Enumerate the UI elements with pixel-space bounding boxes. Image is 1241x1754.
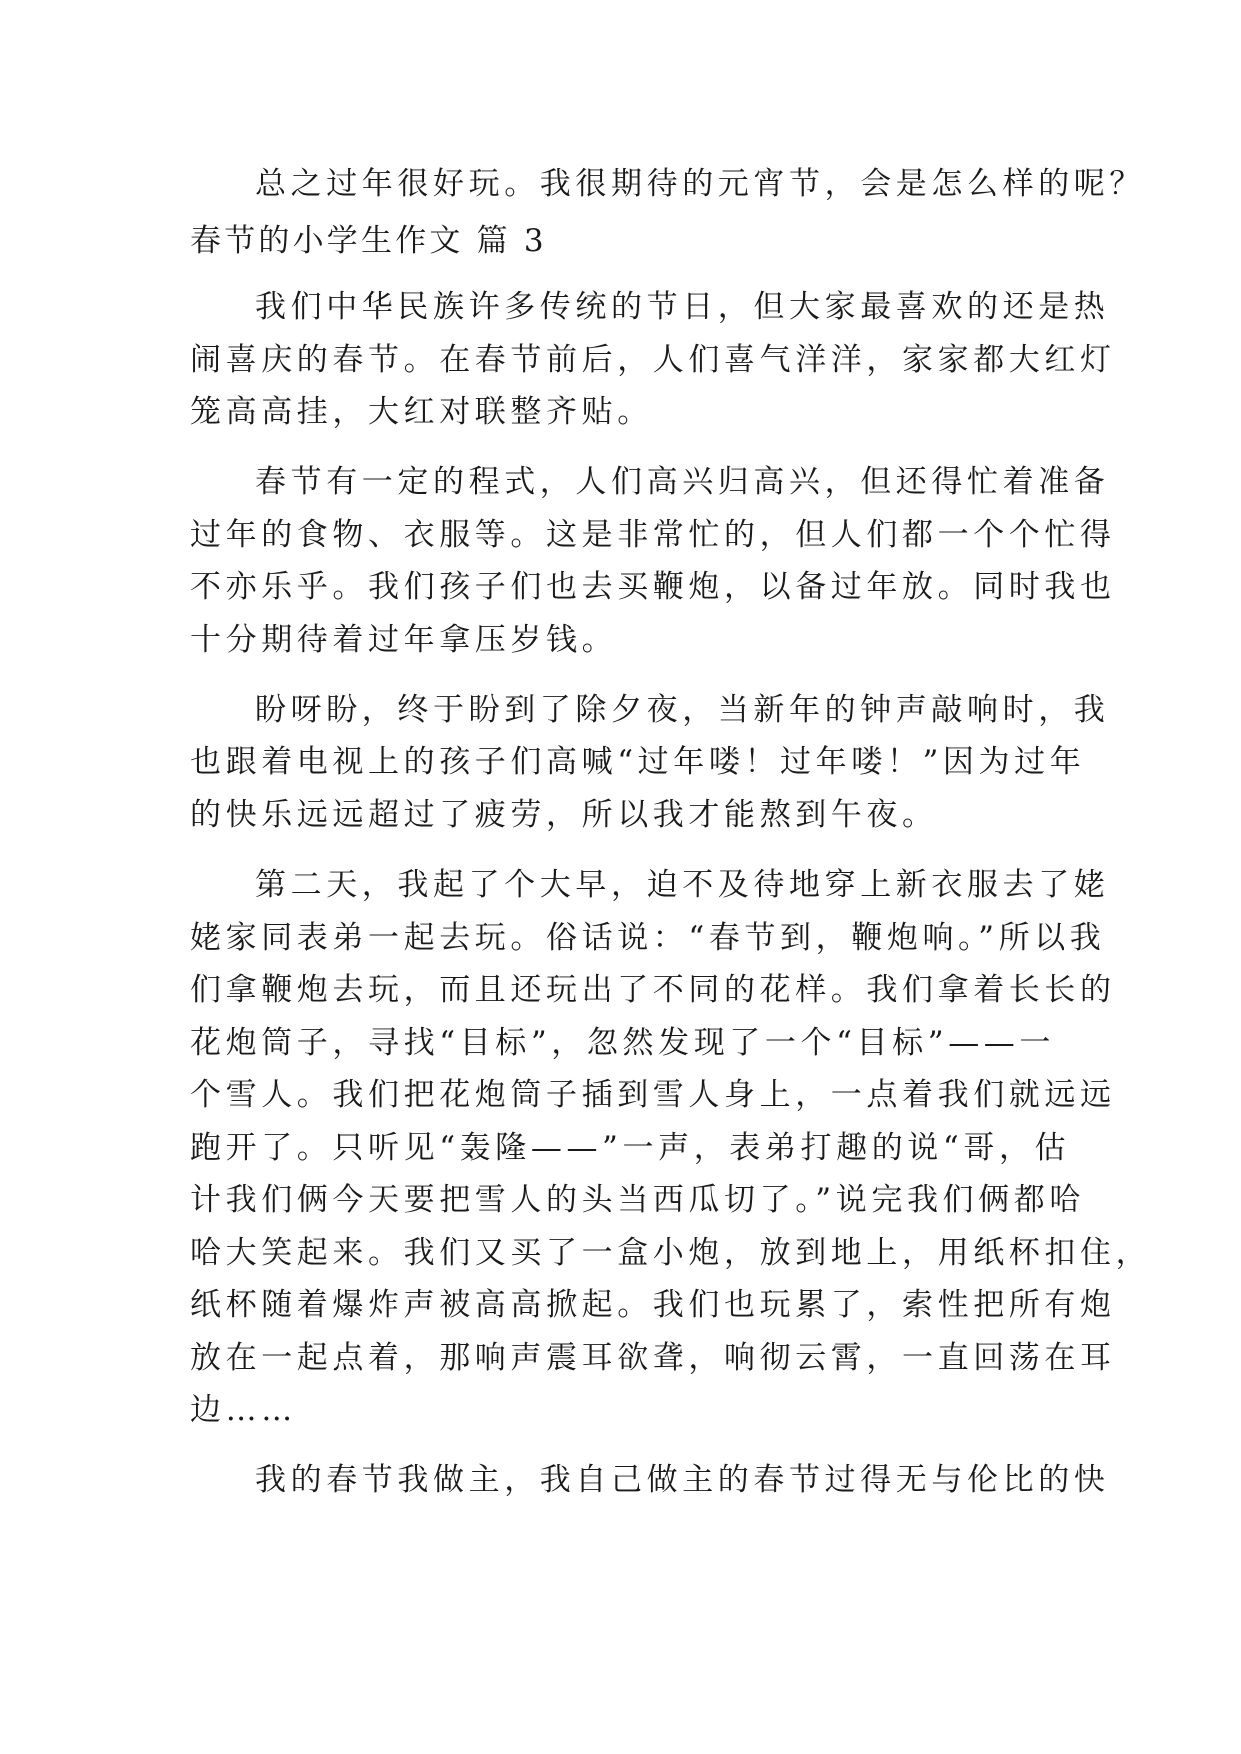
paragraph-line: 哈大笑起来。我们又买了一盒小炮，放到地上，用纸杯扣住， (190, 1235, 1152, 1271)
paragraph-line: 总之过年很好玩。我很期待的元宵节，会是怎么样的呢？ (255, 166, 1145, 202)
paragraph-line: 纸杯随着爆炸声被高高掀起。我们也玩累了，索性把所有炮 (190, 1287, 1116, 1323)
paragraph-line: 十分期待着过年拿压岁钱。 (190, 622, 618, 658)
paragraph-line: 计我们俩今天要把雪人的头当西瓜切了。”说完我们俩都哈 (190, 1182, 1085, 1218)
paragraph-line: 我们中华民族许多传统的节日，但大家最喜欢的还是热 (255, 289, 1110, 325)
paragraph-line: 也跟着电视上的孩子们高喊“过年喽！过年喽！”因为过年 (190, 744, 1086, 780)
section-heading: 春节的小学生作文 篇 3 (190, 223, 547, 259)
paragraph-line: 笼高高挂，大红对联整齐贴。 (190, 394, 653, 430)
paragraph-line: 不亦乐乎。我们孩子们也去买鞭炮，以备过年放。同时我也 (190, 569, 1116, 605)
paragraph-line: 春节有一定的程式，人们高兴归高兴，但还得忙着准备 (255, 464, 1110, 500)
paragraph-line: 个雪人。我们把花炮筒子插到雪人身上，一点着我们就远远 (190, 1077, 1116, 1113)
paragraph-line: 闹喜庆的春节。在春节前后，人们喜气洋洋，家家都大红灯 (190, 342, 1116, 378)
paragraph-line: 跑开了。只听见“轰隆——”一声，表弟打趣的说“哥，估 (190, 1130, 1071, 1166)
paragraph-line: 盼呀盼，终于盼到了除夕夜，当新年的钟声敲响时，我 (255, 692, 1110, 728)
paragraph-line: 的快乐远远超过了疲劳，所以我才能熬到午夜。 (190, 797, 938, 833)
paragraph-line: 姥家同表弟一起去玩。俗话说：“春节到，鞭炮响。”所以我 (190, 920, 1106, 956)
paragraph-line: 们拿鞭炮去玩，而且还玩出了不同的花样。我们拿着长长的 (190, 972, 1116, 1008)
paragraph-line: 过年的食物、衣服等。这是非常忙的，但人们都一个个忙得 (190, 517, 1116, 553)
paragraph-line: 第二天，我起了个大早，迫不及待地穿上新衣服去了姥 (255, 867, 1110, 903)
paragraph-line: 我的春节我做主，我自己做主的春节过得无与伦比的快 (255, 1462, 1110, 1498)
paragraph-line: 放在一起点着，那响声震耳欲聋，响彻云霄，一直回荡在耳 (190, 1340, 1116, 1376)
paragraph-line: 边…… (190, 1392, 297, 1428)
paragraph-line: 花炮筒子，寻找“目标”，忽然发现了一个“目标”——一 (190, 1025, 1055, 1061)
